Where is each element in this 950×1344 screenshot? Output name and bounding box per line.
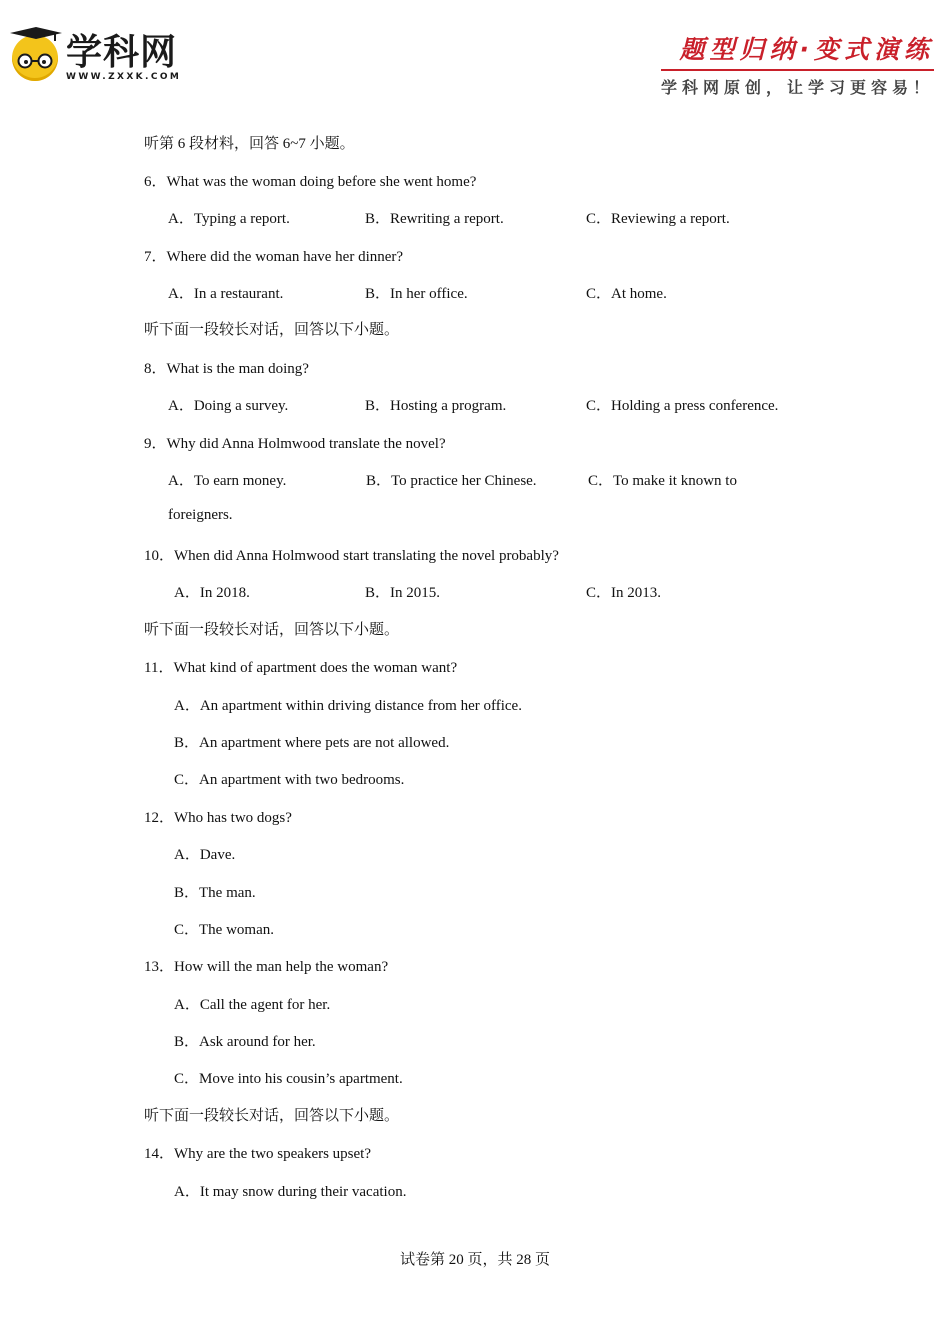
- question-line: 听第 6 段材料，回答 6~7 小题。: [144, 136, 355, 152]
- answer-option: B．Ask around for her.: [174, 1034, 316, 1050]
- answer-option: B．Hosting a program.: [365, 398, 507, 414]
- answer-option: C．To make it known to: [588, 473, 737, 489]
- answer-option: C．In 2013.: [586, 585, 662, 601]
- answer-option: C．Reviewing a report.: [586, 211, 730, 227]
- logo-title: 学科网: [66, 32, 178, 73]
- question-line: 听下面一段较长对话，回答以下小题。: [144, 1108, 400, 1124]
- question-line: 8．What is the man doing?: [144, 361, 309, 377]
- answer-option: A．Doing a survey.: [168, 398, 289, 414]
- question-line: 6．What was the woman doing before she went home?: [144, 174, 477, 190]
- answer-option: A．Call the agent for her.: [174, 997, 331, 1013]
- answer-option: A．In 2018.: [174, 585, 250, 601]
- question-line: 11．What kind of apartment does the woman want?: [144, 660, 458, 676]
- answer-option: B．An apartment where pets are not allowed.: [174, 735, 450, 751]
- question-line: 13．How will the man help the woman?: [144, 959, 389, 975]
- answer-option: C．Holding a press conference.: [586, 398, 779, 414]
- answer-option: C．An apartment with two bedrooms.: [174, 772, 405, 788]
- question-line: 10．When did Anna Holmwood start translating the novel probably?: [144, 548, 559, 564]
- slogan-sub: 学科网原创，让学习更容易！: [660, 78, 934, 97]
- answer-option: A．Typing a report.: [168, 211, 290, 227]
- logo-url: WWW.ZXXK.COM: [66, 72, 182, 82]
- answer-option: C．Move into his cousin’s apartment.: [174, 1071, 403, 1087]
- answer-option: C．The woman.: [174, 922, 274, 938]
- answer-option: C．At home.: [586, 286, 667, 302]
- answer-option: A．Dave.: [174, 847, 236, 863]
- answer-option: B．To practice her Chinese.: [366, 473, 537, 489]
- question-line: 听下面一段较长对话，回答以下小题。: [144, 622, 400, 638]
- logo-mascot-icon: [12, 35, 58, 81]
- answer-option: B．In 2015.: [365, 585, 441, 601]
- page-footer: 试卷第 20 页，共 28 页: [399, 1252, 550, 1268]
- answer-option: A．An apartment within driving distance from her office.: [174, 698, 522, 714]
- answer-option: A．To earn money.: [168, 473, 287, 489]
- slogan-divider: [661, 69, 934, 71]
- graduation-cap-icon: [10, 27, 62, 41]
- question-line: 9．Why did Anna Holmwood translate the novel?: [144, 436, 446, 452]
- glasses-icon: [16, 53, 54, 69]
- question-line: 14．Why are the two speakers upset?: [144, 1146, 372, 1162]
- question-line: 听下面一段较长对话，回答以下小题。: [144, 322, 400, 338]
- header-slogan: [661, 30, 934, 98]
- question-line: 12．Who has two dogs?: [144, 810, 292, 826]
- answer-option: B．In her office.: [365, 286, 468, 302]
- answer-option: B．The man.: [174, 885, 256, 901]
- logo: [12, 34, 181, 82]
- answer-option: B．Rewriting a report.: [365, 211, 504, 227]
- question-line: 7．Where did the woman have her dinner?: [144, 249, 404, 265]
- answer-option: A．In a restaurant.: [168, 286, 284, 302]
- answer-option: A．It may snow during their vacation.: [174, 1184, 407, 1200]
- answer-option: foreigners.: [168, 507, 233, 523]
- slogan-main: 题型归纳·变式演练: [679, 35, 934, 64]
